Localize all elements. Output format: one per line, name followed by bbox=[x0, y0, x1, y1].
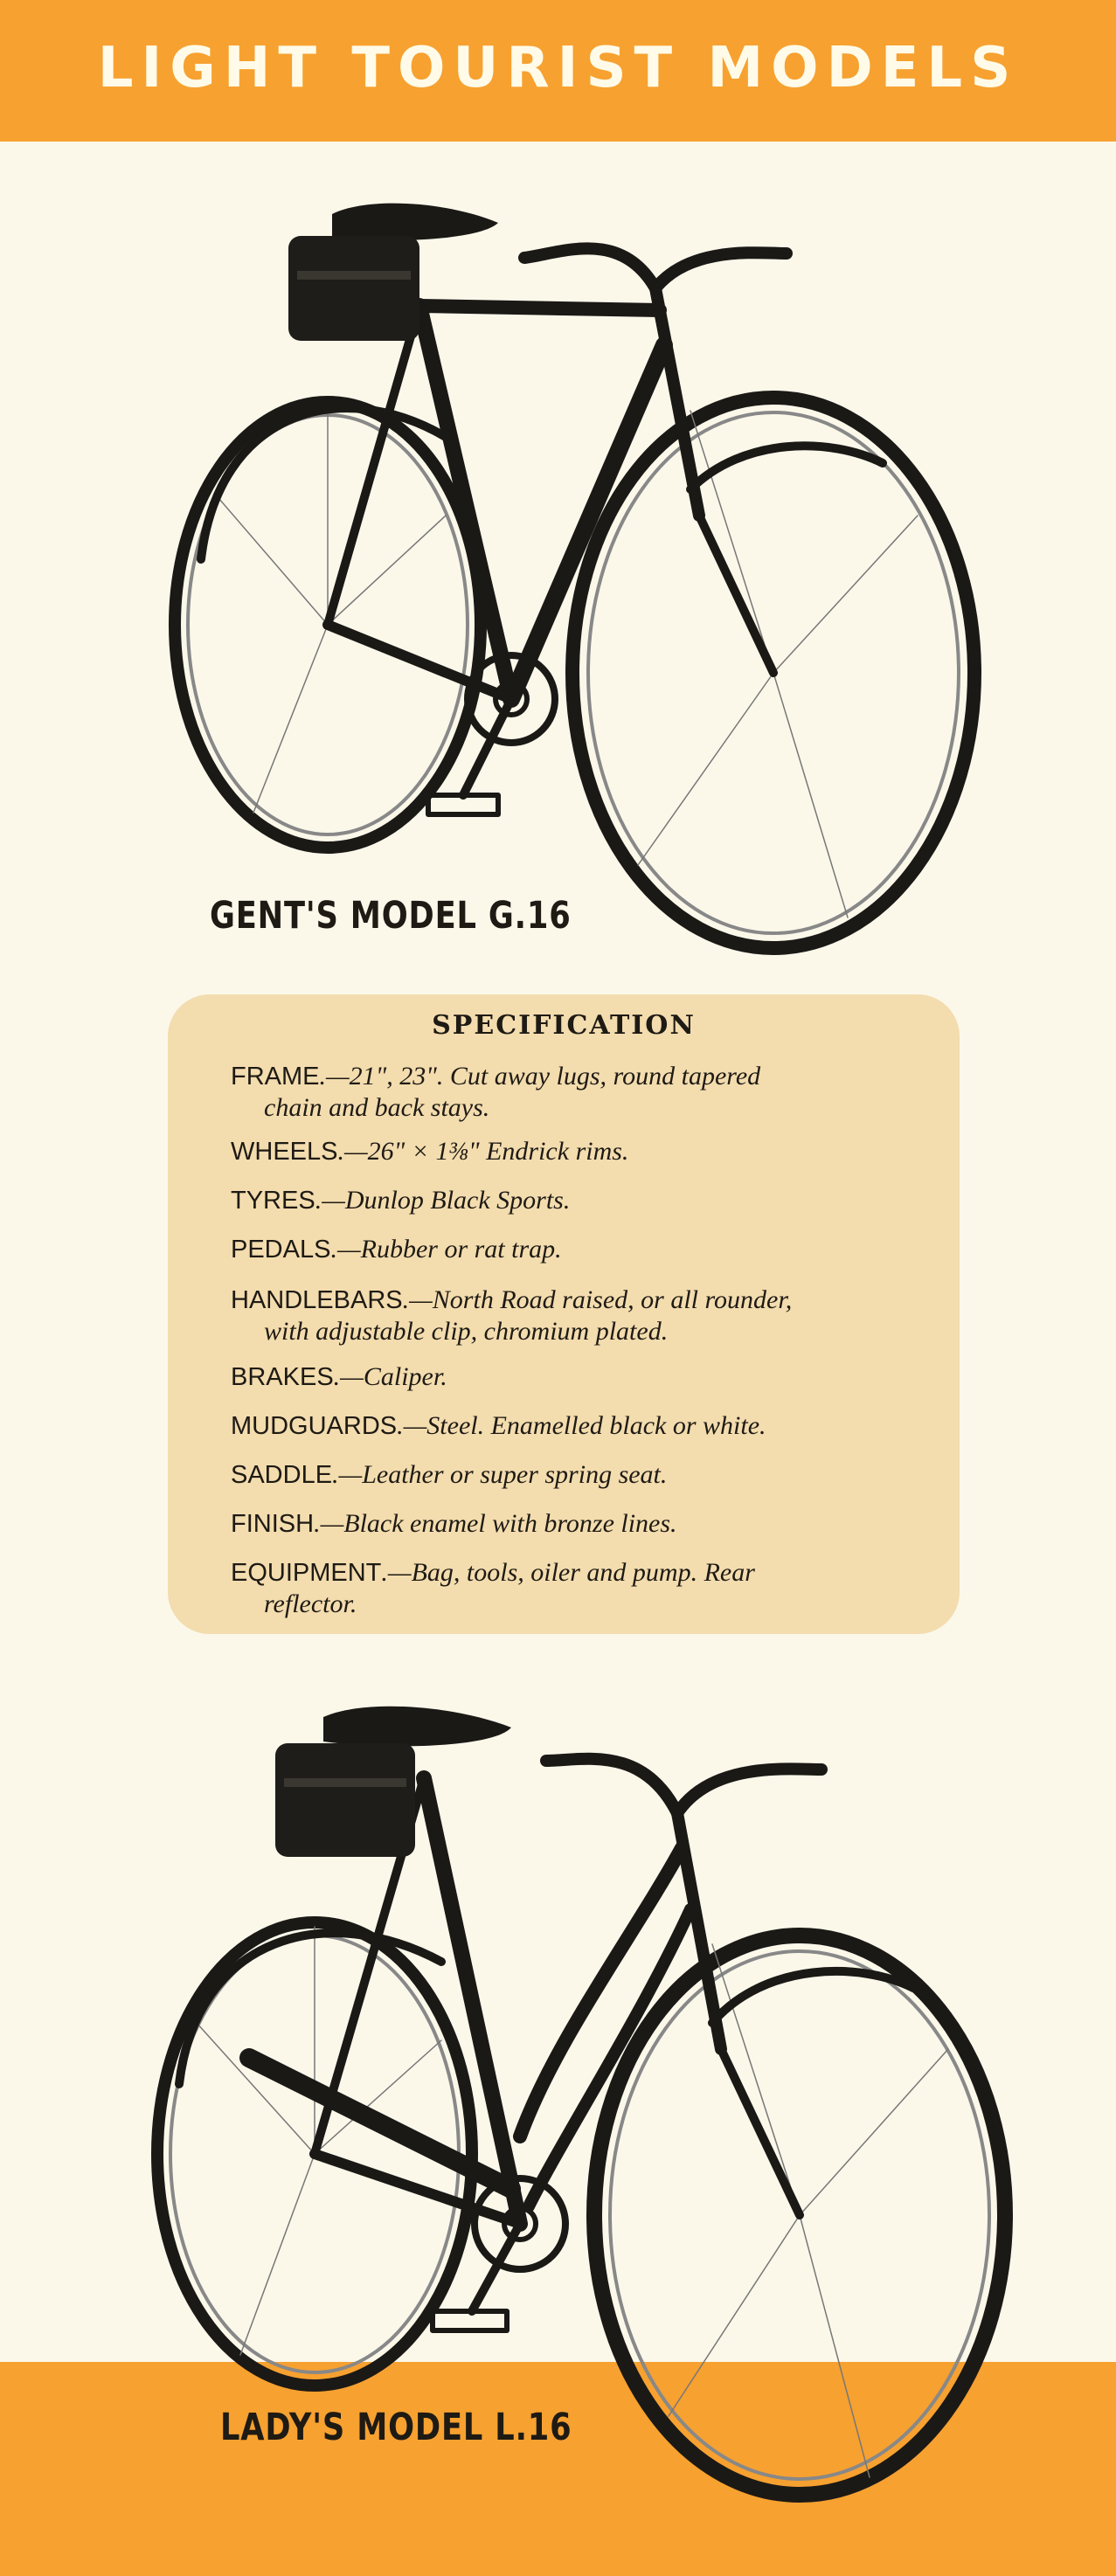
spec-key: FINISH bbox=[231, 1510, 315, 1538]
spec-item-finish bbox=[231, 1508, 930, 1540]
ladys-bicycle-image bbox=[144, 1647, 1027, 2512]
spec-item-saddle bbox=[231, 1459, 930, 1491]
spec-item-pedals bbox=[231, 1234, 930, 1265]
gents-bicycle-image bbox=[166, 149, 1005, 970]
spec-value-continued: chain and back stays. bbox=[264, 1093, 490, 1122]
spec-key: MUDGUARDS bbox=[231, 1412, 398, 1440]
spec-value: .—Black enamel with bronze lines. bbox=[314, 1509, 677, 1538]
spec-key: FRAME bbox=[231, 1063, 320, 1091]
spec-item-brakes bbox=[231, 1361, 930, 1393]
spec-key: EQUIPMENT bbox=[231, 1559, 382, 1587]
spec-value: .—21", 23". Cut away lugs, round tapered bbox=[319, 1062, 761, 1091]
spec-value: .—North Road raised, or all rounder, bbox=[402, 1285, 793, 1314]
spec-key: TYRES bbox=[231, 1187, 315, 1215]
spec-value: .—Caliper. bbox=[333, 1362, 447, 1391]
ladys-model-label: LADY'S MODEL L.16 bbox=[220, 2406, 572, 2449]
spec-value-continued: reflector. bbox=[264, 1589, 357, 1618]
specification-panel bbox=[168, 994, 960, 1634]
spec-key: SADDLE bbox=[231, 1461, 333, 1489]
spec-key: WHEELS bbox=[231, 1138, 338, 1166]
spec-item-mudguards bbox=[231, 1410, 930, 1442]
gents-model-label: GENT'S MODEL G.16 bbox=[210, 894, 572, 938]
spec-item-handlebars bbox=[231, 1285, 930, 1347]
page-title: LIGHT TOURIST MODELS bbox=[97, 36, 1019, 100]
spec-item-equipment bbox=[231, 1557, 930, 1620]
spec-value: .—Dunlop Black Sports. bbox=[315, 1186, 571, 1215]
spec-key: BRAKES bbox=[231, 1363, 334, 1391]
spec-value: .—Rubber or rat trap. bbox=[330, 1235, 562, 1264]
specification-heading: SPECIFICATION bbox=[432, 1010, 696, 1041]
spec-item-frame bbox=[231, 1061, 930, 1124]
spec-value: .—Leather or super spring seat. bbox=[332, 1460, 668, 1489]
spec-item-wheels bbox=[231, 1136, 930, 1167]
spec-value-continued: with adjustable clip, chromium plated. bbox=[264, 1317, 669, 1346]
spec-value: .—Bag, tools, oiler and pump. Rear bbox=[381, 1558, 755, 1587]
spec-item-tyres bbox=[231, 1185, 930, 1216]
spec-value: .—26" × 1⅜" Endrick rims. bbox=[337, 1137, 629, 1166]
spec-value: .—Steel. Enamelled black or white. bbox=[397, 1411, 766, 1440]
spec-key: HANDLEBARS bbox=[231, 1286, 403, 1314]
spec-key: PEDALS bbox=[231, 1236, 331, 1264]
